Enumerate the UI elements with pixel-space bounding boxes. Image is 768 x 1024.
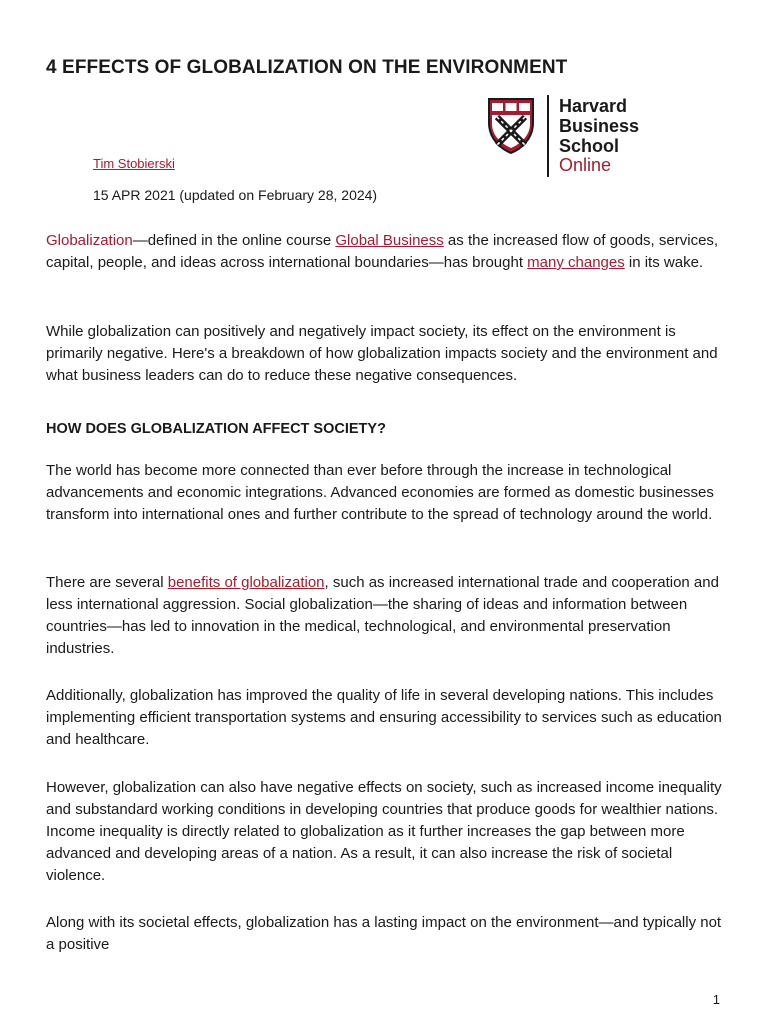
paragraph-connected-world: The world has become more connected than ever before through the increase in technological advancements and economic integrations. Advanced economies are formed as domestic businesses transform into international ones and further contribute to the spread of technology around the world. (46, 462, 714, 523)
paragraph-quality-of-life: Additionally, globalization has improved the quality of life in several developing nations. This includes implementing efficient transportation systems and ensuring accessibility to services such as education and healthcare. (46, 687, 722, 748)
paragraph-intro (46, 230, 726, 274)
section-heading-society: HOW DOES GLOBALIZATION AFFECT SOCIETY? (46, 421, 386, 437)
intro-text-3: in its wake. (624, 254, 704, 271)
globalization-link[interactable]: Globalization (46, 232, 133, 249)
shield-icon (487, 97, 535, 155)
page-title: 4 EFFECTS OF GLOBALIZATION ON THE ENVIRONMENT (46, 57, 568, 78)
publish-date: 15 APR 2021 (updated on February 28, 2024) (93, 187, 378, 203)
intro-text-2: as the increased flow of goods, services, capital, people, and ideas across international boundaries—has brought (46, 232, 719, 271)
logo-line-online: Online (559, 155, 612, 175)
paragraph-benefits (46, 572, 726, 660)
logo-line-harvard: Harvard (559, 96, 628, 116)
benefits-of-globalization-link[interactable]: benefits of globalization (167, 574, 325, 591)
page-number: 1 (712, 992, 720, 1007)
paragraph-negative-effects: However, globalization can also have negative effects on society, such as increased income inequality and substandard working conditions in developing countries that produce goods for wealthier nations. Income inequality is directly related to globalization as it further increases the gap between more advanced and developing areas of a nation. As a result, it can also increase the risk of societal violence. (46, 779, 722, 884)
author-link[interactable]: Tim Stobierski (93, 156, 175, 171)
paragraph-environment-intro: Along with its societal effects, globalization has a lasting impact on the environment—and typically not a positive (46, 914, 722, 953)
hbs-online-logo (487, 93, 657, 177)
global-business-link[interactable]: Global Business (335, 232, 444, 249)
benefits-text-2: , such as increased international trade and cooperation and less international aggression. Social globalization—the sharing of ideas and information between countries—has led to innovation in the medical, technological, and environmental preservation industries. (46, 574, 719, 657)
logo-line-business: Business (559, 116, 640, 136)
paragraph-overview: While globalization can positively and negatively impact society, its effect on the environment is primarily negative. Here's a breakdown of how globalization impacts society and the environment and what business leaders can do to reduce these negative consequences. (46, 323, 718, 384)
many-changes-link[interactable]: many changes (527, 254, 625, 271)
benefits-text-1: There are several (46, 574, 168, 591)
logo-divider (547, 95, 549, 177)
logo-line-school: School (559, 136, 620, 156)
intro-text-1: —defined in the online course (132, 232, 336, 249)
